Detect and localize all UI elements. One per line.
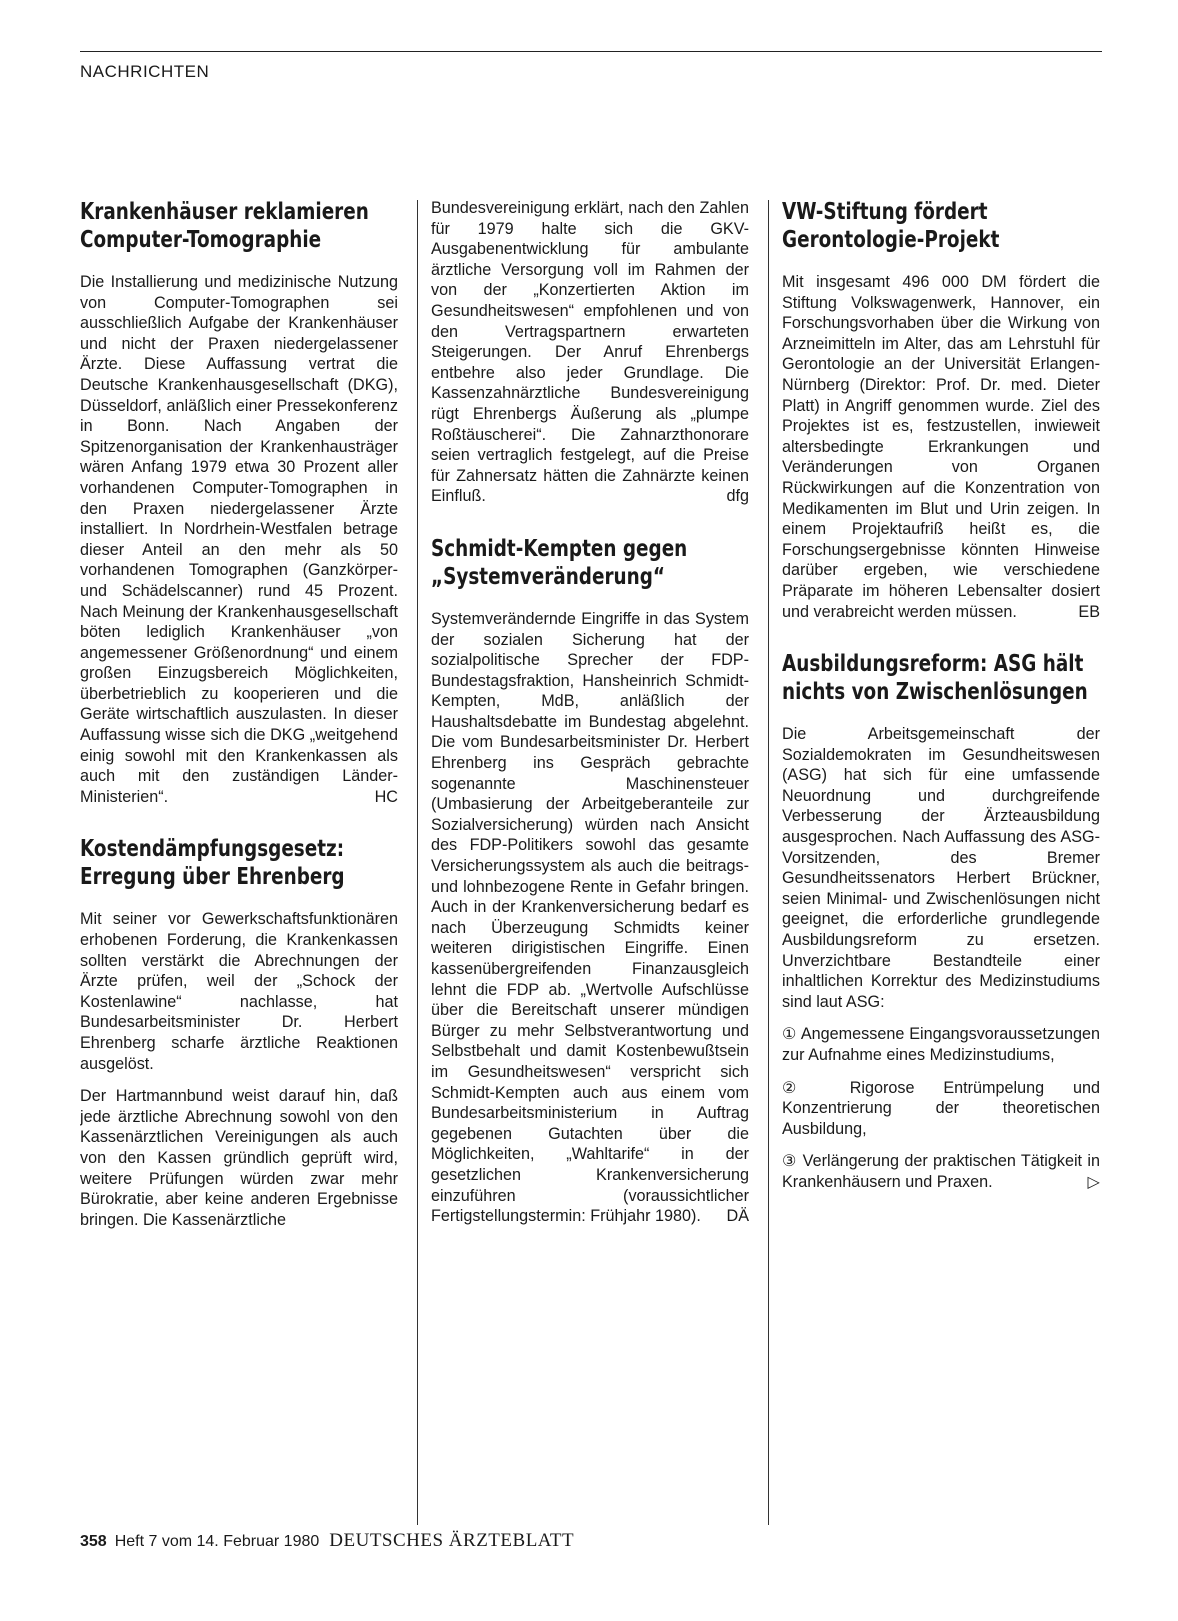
author-signature: EB bbox=[1078, 602, 1100, 621]
article-title: VW-Stiftung fördert Gerontologie-Projekt bbox=[782, 199, 1000, 253]
column-2 bbox=[431, 198, 749, 1255]
article-ausbildungsreform bbox=[782, 650, 1100, 1192]
article-title: Schmidt-Kempten gegen „Systemveränderung“ bbox=[431, 535, 688, 590]
continued-arrow-icon: ▷ bbox=[1087, 1172, 1100, 1191]
page-number: 358 bbox=[80, 1533, 107, 1550]
column-rule-1 bbox=[417, 200, 418, 1525]
top-rule bbox=[80, 51, 1102, 52]
article-ehrenberg bbox=[80, 835, 398, 1504]
author-signature: HC bbox=[374, 787, 398, 806]
article-title: Ausbildungsreform: ASG hält nichts von Zwischenlösungen bbox=[782, 651, 1088, 706]
article-title: Kostendämpfungsgesetz: Erregung über Ehrenberg bbox=[80, 836, 345, 891]
column-3 bbox=[782, 198, 1100, 1221]
section-label: NACHRICHTEN bbox=[80, 62, 210, 81]
article-paragraph: Systemverändernde Eingriffe in das System der sozialen Sicherung hat der sozialpolitische Sprecher der FDP-Bundestagsfraktion, Hansheinrich Schmidt-Kempten, MdB, anläßlich der Haushaltsdebatte im Bundestag abgelehnt. Die vom Bundesarbeitsminister Dr. Herbert Ehrenberg ins Gespräch gebrachte sogenannte Maschinensteuer (Umbasierung der Arbeitgeberanteile zur Sozialversicherung) würden nach Ansicht des FDP-Politikers sowohl das gesamte Versicherungssystem als auch die beitrags- und lohnbezogene Rente in Gefahr bringen. Auch in der Krankenversicherung bedarf es nach Überzeugung Schmidts keiner weiteren dirigistischen Eingriffe. Einen kassenübergreifenden Finanzausgleich lehnt die FDP ab. „Wertvolle Aufschlüsse über die Bereitschaft unserer mündigen Bürger zu mehr Selbstverantwortung und Selbstbehalt und damit Kostenbewußtsein im Gesundheitswesen“ verspricht sich Schmidt-Kempten auch aus einem vom Bundesarbeitsministerium in Auftrag gegebenen Gutachten über die Möglichkeiten, „Wahltarife“ in der gesetzlichen Krankenversicherung einzuführen (voraussichtlicher Fertigstellungstermin: Frühjahr 1980). DÄ bbox=[431, 609, 749, 1226]
list-item: ③ Verlängerung der praktischen Tätigkeit in Krankenhäusern und Praxen. ▷ bbox=[782, 1152, 1100, 1191]
article-paragraph: Bundesvereinigung erklärt, nach den Zahlen für 1979 halte sich die GKV-Ausgabenentwicklung für ambulante ärztliche Versorgung voll im Rahmen der von der „Konzertierten Aktion im Gesundheitswesen“ empfohlenen und von den Vertragspartnern erwarteten Steigerungen. Der Anruf Ehrenbergs entbehre also jeder Grundlage. Die Kassenzahnärztliche Bundesvereinigung rügt Ehrenbergs Äußerung als „plumpe Roßtäuscherei“. Die Zahnarzthonorare seien vertraglich festgelegt, auf die Preise für Zahnersatz hätten die Zahnärzte keinen Einfluß. dfg bbox=[431, 199, 749, 506]
article-paragraph: Mit seiner vor Gewerkschaftsfunktionären erhobenen Forderung, die Krankenkassen sollten verstärkt die Abrechnungen der Ärzte prüfen, weil der „Schock der Kostenlawine“ nachlasse, hat Bundesarbeitsminister Dr. Herbert Ehrenberg scharfe ärztliche Reaktionen ausgelöst. bbox=[80, 910, 398, 1073]
article-ct bbox=[80, 198, 398, 807]
journal-name: DEUTSCHES ÄRZTEBLATT bbox=[329, 1530, 575, 1551]
list-item: ② Rigorose Entrümpelung und Konzentrierung der theoretischen Ausbildung, bbox=[782, 1078, 1100, 1138]
article-paragraph: Mit insgesamt 496 000 DM fördert die Stiftung Volkswagenwerk, Hannover, ein Forschungsvorhaben über die Wirkung von Arzneimitteln im Alter, das am Lehrstuhl für Gerontologie an der Universität Erlangen-Nürnberg (Direktor: Prof. Dr. med. Dieter Platt) in Angriff genommen wurde. Ziel des Projektes ist es, festzustellen, inwieweit altersbedingte Erkrankungen und Veränderungen von Organen Rückwirkungen auf die Konzentration von Medikamenten im Blut und Urin zeigen. In einem Projektaufriß heißt es, die Forschungsergebnisse könnten Hinweise darüber ergeben, wie verschiedene Präparate im höheren Lebensalter dosiert und verabreicht werden müssen. EB bbox=[782, 273, 1100, 621]
column-rule-2 bbox=[768, 200, 769, 1525]
page-footer bbox=[80, 1530, 574, 1552]
list-item: ① Angemessene Eingangsvoraussetzungen zur Aufnahme eines Medizinstudiums, bbox=[782, 1025, 1100, 1064]
column-1 bbox=[80, 198, 398, 1532]
author-signature: DÄ bbox=[726, 1207, 749, 1226]
article-ehrenberg-continued bbox=[431, 198, 749, 507]
article-vw-stiftung bbox=[782, 198, 1100, 622]
issue-info: Heft 7 vom 14. Februar 1980 bbox=[114, 1533, 320, 1550]
article-paragraph: Die Installierung und medizinische Nutzung von Computer-Tomographen sei ausschließlich Aufgabe der Krankenhäuser und nicht der Praxen niedergelassener Ärzte. Diese Auffassung vertrat die Deutsche Krankenhausgesellschaft (DKG), Düsseldorf, anläßlich einer Pressekonferenz in Bonn. Nach Angaben der Spitzenorganisation der Krankenhausträger wären Anfang 1979 etwa 30 Prozent aller vorhandenen Computer-Tomographen in den Praxen niedergelassener Ärzte installiert. In Nordrhein-Westfalen betrage dieser Anteil an den mehr als 50 vorhandenen Tomographen (Ganzkörper- und Schädelscanner) rund 45 Prozent. Nach Meinung der Krankenhausgesellschaft böten lediglich Krankenhäuser „von angemessener Größenordnung“ und einem großen Einzugsbereich Möglichkeiten, überbetrieblich zu kooperieren und die Geräte wirtschaftlich auszulasten. In dieser Auffassung wisse sich die DKG „weitgehend einig sowohl mit den Krankenkassen als auch mit den zuständigen Länder-Ministerien“. HC bbox=[80, 273, 398, 806]
article-title: Krankenhäuser reklamieren Computer-Tomographie bbox=[80, 199, 369, 253]
author-signature: dfg bbox=[726, 487, 749, 506]
article-schmidt-kempten bbox=[431, 535, 749, 1227]
article-paragraph: Der Hartmannbund weist darauf hin, daß jede ärztliche Abrechnung sowohl von den Kassenärztlichen Vereinigungen als auch von den Kassen gründlich geprüft wird, weitere Prüfungen würden zwar mehr Bürokratie, aber keine anderen Ergebnisse bringen. Die Kassenärztliche bbox=[80, 1087, 398, 1229]
article-paragraph: Die Arbeitsgemeinschaft der Sozialdemokraten im Gesundheitswesen (ASG) hat sich für eine umfassende Neuordnung und durchgreifende Verbesserung der Ärzteausbildung ausgesprochen. Nach Auffassung des ASG-Vorsitzenden, des Bremer Gesundheitssenators Herbert Brückner, seien Minimal- und Zwischenlösungen nicht geeignet, die erforderliche grundlegende Ausbildungsreform zu ersetzen. Unverzichtbare Bestandteile einer inhaltlichen Korrektur des Medizinstudiums sind laut ASG: bbox=[782, 725, 1100, 1011]
